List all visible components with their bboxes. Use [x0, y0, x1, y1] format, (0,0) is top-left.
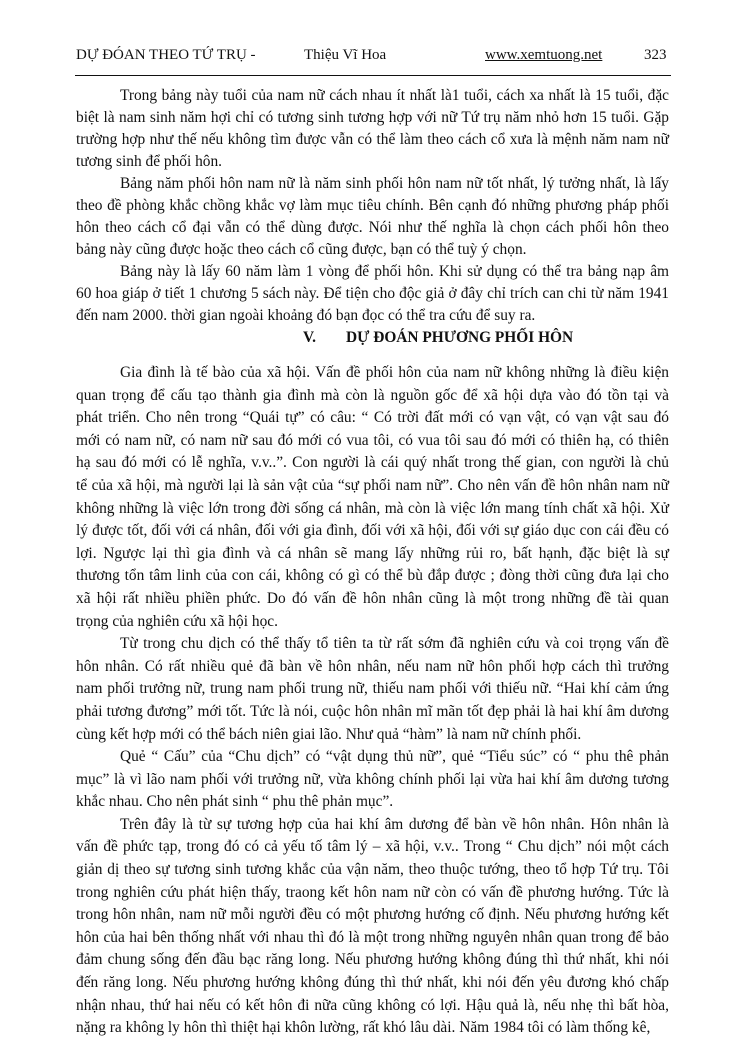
text-line: hôn nhân. Có rất nhiều quẻ đã bàn về hôn nhân, nếu nam nữ hôn phối hợp cách thì trưởng: [76, 657, 669, 675]
text-line: giản dị theo sự tương sinh tương khắc của vận năm, theo thuộc tướng, theo tổ hợp Tứ trụ. Tôi: [76, 861, 669, 879]
text-line: trong hôn nhân, nam nữ mỗi người đều có một phương hướng cố định. Nếu phương hướng kết: [76, 906, 669, 924]
text-line: hôn của hai bên thống nhất với nhau thì đó là một trong những nguyên nhân quan trong để bảo: [76, 928, 669, 946]
page-number: 323: [644, 47, 667, 63]
text-line: nam phối trưởng nữ, trung nam phối trung nữ, thiếu nam phối với thiếu nữ. “Hai khí cảm ứng: [76, 680, 669, 698]
text-line: đến răng long. Nếu phương hướng không đúng thì thứ nhất, khi nói đến yêu đương khó chấp: [76, 974, 669, 992]
text-line: Trong bảng này tuổi của nam nữ cách nhau ít nhất là1 tuổi, cách xa nhất là 15 tuổi, đặc: [120, 87, 669, 104]
paragraph: [76, 362, 669, 633]
paragraph: [76, 814, 669, 1040]
paragraph: [76, 173, 669, 261]
text-line: hạ sau đó mới có lễ nghĩa, v.v..”. Con người là cái quý nhất trong thế gian, con người là chủ: [76, 454, 669, 472]
text-line: khắc nhau. Cho nên phát sinh “ phu thê phản mục”.: [76, 793, 394, 811]
paragraph: [76, 85, 669, 173]
text-line: mục” là vì lão nam phối với trưởng nữ, vừa không chính phối lại vừa hai khí âm dương tương: [76, 770, 669, 788]
text-line: phát triển. Cho nên trong “Quái tự” có câu: “ Có trời đất mới có vạn vật, có vạn vật sau đó: [76, 409, 669, 427]
text-line: đảm chung sống đến đầu bạc răng long. Nếu phương hướng không đúng thì thứ nhất, khi nói: [76, 951, 669, 969]
text-line: Bảng này là lấy 60 năm làm 1 vòng để phối hôn. Khi sử dụng có thể tra bảng nạp âm: [120, 263, 669, 280]
text-line: quan trọng để cấu tạo thành gia đình mà còn là nguồn gốc để xã hội dựa vào đó tồn tại và: [76, 386, 669, 404]
text-line: nhận nhau, thứ hai nếu có kết hôn đi nữa cũng không có lợi. Hậu quả là, nếu nhẹ thì bất hòa,: [76, 996, 669, 1014]
text-line: Trên đây là từ sự tương hợp của hai khí âm dương để bàn về hôn nhân. Hôn nhân là: [120, 815, 669, 833]
paragraph: [76, 633, 669, 746]
website-link[interactable]: www.xemtuong.net: [485, 47, 603, 63]
text-line: tương sinh để phối hôn.: [76, 153, 223, 170]
text-line: theo đề phòng khắc chồng khắc vợ làm mục tiêu chính. Bên cạnh đó những phương pháp phối: [76, 197, 669, 214]
text-line: lợi. Ngược lại thì gia đình và cá nhân sẽ mang lấy những rủi ro, bất hạnh, đặc biệt là sự: [76, 544, 669, 562]
text-line: Quẻ “ Cấu” của “Chu dịch” có “vật dụng thủ nữ”, quẻ “Tiểu súc” có “ phu thê phản: [120, 748, 669, 766]
running-header-author: Thiệu Vĩ Hoa: [304, 47, 387, 63]
text-line: xã hội rất nhiều phiền phức. Do đó vấn đề hôn nhân cũng là một trong những đề tài quan: [76, 589, 669, 607]
text-line: nặng ra không ly hôn thì thiệt hại khôn lường, rất khó lâu dài. Năm 1984 tôi có làm thống kê,: [76, 1019, 651, 1037]
text-line: tể của xã hội, mà người lại là sản vật của “sự phối nam nữ”. Cho nên vấn đề hôn nhân nam nữ: [76, 476, 669, 494]
text-line: vấn đề phức tạp, trong đó có cả yếu tố tâm lý – xã hội, v.v.. Trong “ Chu dịch” nói một cách: [76, 838, 669, 856]
text-line: biệt là nam sinh năm hợi chỉ có tương sinh tương hợp với nữ Tứ trụ năm nhỏ hơn 15 tuổi. Gặp: [76, 109, 669, 126]
paragraph: [76, 261, 669, 327]
section-number: V.: [303, 329, 316, 346]
header-rule: [75, 75, 671, 76]
text-line: 60 hoa giáp ở tiết 1 chương 5 sách này. Để tiện cho độc giả ở đây chỉ trích can chi từ năm 1941: [76, 285, 669, 302]
text-line: thương tổn tâm linh của con cái, không có gì có thể bù đắp được ; đòng thời cũng đưa lại cho: [76, 567, 669, 585]
text-line: không những là việc lớn trong đời sống cá nhân, mà còn là việc lớn mang tính chất xã hội. Xử: [76, 499, 669, 517]
text-line: đến nam 2000. thời gian ngoài khoảng đó bạn đọc có thể tra cứu để suy ra.: [76, 307, 536, 324]
running-header-book-title: DỰ ĐÓAN THEO TỨ TRỤ -: [76, 47, 256, 63]
text-line: bảng này cũng được hoặc theo cách cổ cũng được, bạn có thể tuỳ ý chọn.: [76, 241, 527, 258]
text-line: hôn theo cách cổ đại vẫn có thể dùng được. Nói như thế nghĩa là chọn cách phối hôn theo: [76, 219, 669, 236]
paragraph: [76, 746, 669, 814]
text-line: mới có nam nữ, có nam nữ sau đó mới có vua tôi, có vua tôi sau đó mới có thiên hạ, có thiên: [76, 431, 669, 449]
section-title: DỰ ĐOÁN PHƯƠNG PHỐI HÔN: [346, 329, 574, 346]
text-line: trong nghiên cứu phát hiện thấy, traong kết hôn nam nữ còn có vấn đề phương hướng. Tức là: [76, 883, 669, 901]
text-line: cùng kết hợp mới có thể bách niên giai lão. Như quả “hàm” là nam nữ chính phối.: [76, 725, 582, 743]
text-line: lý được tốt, đối với cá nhân, đối với gia đình, đối với xã hội, đối với sự giáo dục con cái đều có: [76, 522, 669, 540]
section-text: [76, 362, 669, 1040]
text-line: trường hợp như thế nếu không tìm được vẫn có thể làm theo cách cổ xưa là mệnh năm nam nữ: [76, 131, 669, 148]
text-line: Bảng năm phối hôn nam nữ là năm sinh phối hôn nam nữ tốt nhất, lý tưởng nhất, là lấy: [120, 175, 669, 192]
text-line: phải tương đương” mới tốt. Tức là nói, cuộc hôn nhân mĩ mãn tốt đẹp phải là hai khí âm dương: [76, 702, 669, 720]
text-line: Từ trong chu dịch có thể thấy tổ tiên ta từ rất sớm đã nghiên cứu và coi trọng vấn đề: [120, 635, 669, 653]
intro-text: [76, 85, 669, 327]
text-line: trọng của nghiên cứu xã hội học.: [76, 612, 278, 630]
text-line: Gia đình là tế bào của xã hội. Vấn đề phối hôn của nam nữ không những là điều kiện: [120, 364, 669, 381]
